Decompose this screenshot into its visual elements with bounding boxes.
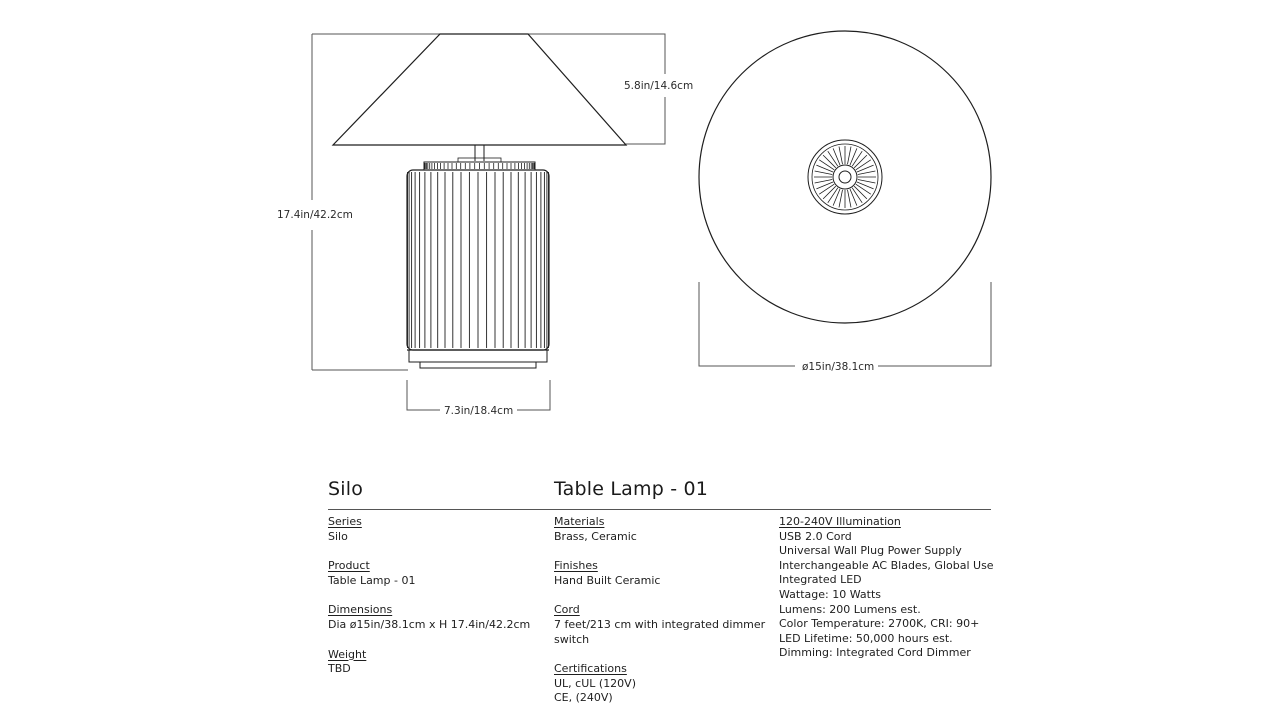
drawing-line bbox=[816, 165, 833, 172]
lamp-foot bbox=[409, 350, 547, 362]
lamp-shade bbox=[333, 34, 626, 145]
drawing-line bbox=[816, 182, 833, 189]
spec-label: Cord bbox=[554, 603, 580, 617]
shade-outline-top bbox=[699, 31, 991, 323]
spec-value: UL, cUL (120V) CE, (240V) bbox=[554, 676, 637, 705]
drawing-line bbox=[857, 182, 874, 189]
drawing-line bbox=[850, 148, 857, 165]
spec-value: Table Lamp - 01 bbox=[328, 573, 416, 587]
spec-weight bbox=[328, 648, 548, 677]
drawing-line bbox=[839, 190, 843, 208]
drawing-line bbox=[815, 180, 833, 184]
lamp-top-view bbox=[699, 31, 991, 323]
spec-label: Certifications bbox=[554, 662, 627, 676]
spec-value: Brass, Ceramic bbox=[554, 529, 637, 543]
spec-cord bbox=[554, 603, 774, 647]
drawing-line bbox=[833, 189, 840, 206]
title-divider bbox=[328, 509, 991, 510]
spec-column-2 bbox=[554, 515, 774, 721]
shade-height-label: 5.8in/14.6cm bbox=[624, 80, 694, 92]
spec-label: Materials bbox=[554, 515, 605, 528]
spec-product bbox=[328, 559, 548, 588]
spec-value: Dia ø15in/38.1cm x H 17.4in/42.2cm bbox=[328, 617, 531, 631]
spec-dimensions bbox=[328, 603, 548, 632]
spec-column-1 bbox=[328, 515, 548, 692]
series-title: Silo bbox=[328, 478, 364, 500]
spec-label: Finishes bbox=[554, 559, 598, 573]
spec-materials bbox=[554, 515, 774, 544]
drawing-line bbox=[852, 151, 862, 166]
spec-column-3 bbox=[779, 515, 1019, 676]
spec-label: Series bbox=[328, 515, 362, 528]
spec-series bbox=[328, 515, 548, 544]
spec-label: Product bbox=[328, 559, 370, 573]
drawing-line bbox=[823, 155, 836, 168]
spec-value: USB 2.0 Cord Universal Wall Plug Power Supply Interchangeable AC Blades, Global Use Integrated LED Wattage: 10 Watts Lumens: 200 Lumens est. Color Temperature: 2700K, CRI: 90+ LED Lifetime: 50,000 hours est. Dimming: Integrated Cord Dimmer bbox=[779, 529, 994, 660]
spec-value: 7 feet/213 cm with integrated dimmer switch bbox=[554, 617, 766, 646]
drawing-line bbox=[823, 186, 836, 199]
drawing-line bbox=[839, 147, 843, 165]
drawing-line bbox=[850, 189, 857, 206]
drawing-line bbox=[852, 188, 862, 203]
total-height-label: 17.4in/42.2cm bbox=[277, 209, 353, 221]
drawing-line bbox=[856, 184, 871, 194]
spec-certifications bbox=[554, 662, 774, 706]
product-title: Table Lamp - 01 bbox=[554, 478, 709, 500]
lamp-neck bbox=[458, 158, 501, 162]
drawing-line bbox=[828, 151, 838, 166]
spec-label: 120-240V Illumination bbox=[779, 515, 901, 528]
lamp-side-view bbox=[333, 34, 626, 368]
drawing-line bbox=[858, 180, 876, 184]
drawing-line bbox=[848, 147, 852, 165]
diameter-dimension-line bbox=[699, 282, 991, 366]
base-width-label: 7.3in/18.4cm bbox=[444, 405, 514, 417]
spec-label: Dimensions bbox=[328, 603, 393, 617]
drawing-line bbox=[858, 171, 876, 175]
spec-illumination bbox=[779, 515, 1019, 661]
drawing-line bbox=[819, 184, 834, 194]
drawing-line bbox=[856, 160, 871, 170]
drawing-line bbox=[828, 188, 838, 203]
drawing-line bbox=[857, 165, 874, 172]
spec-value: TBD bbox=[328, 662, 351, 676]
drawing-line bbox=[815, 171, 833, 175]
drawing-line bbox=[833, 148, 840, 165]
spec-value: Hand Built Ceramic bbox=[554, 573, 661, 587]
drawing-line bbox=[819, 160, 834, 170]
drawing-line bbox=[854, 186, 867, 199]
drawing-line bbox=[854, 155, 867, 168]
drawing-line bbox=[848, 190, 852, 208]
spec-value: Silo bbox=[328, 529, 348, 543]
diameter-label: ø15in/38.1cm bbox=[802, 361, 875, 373]
spec-label: Weight bbox=[328, 647, 367, 661]
spec-finishes bbox=[554, 559, 774, 588]
